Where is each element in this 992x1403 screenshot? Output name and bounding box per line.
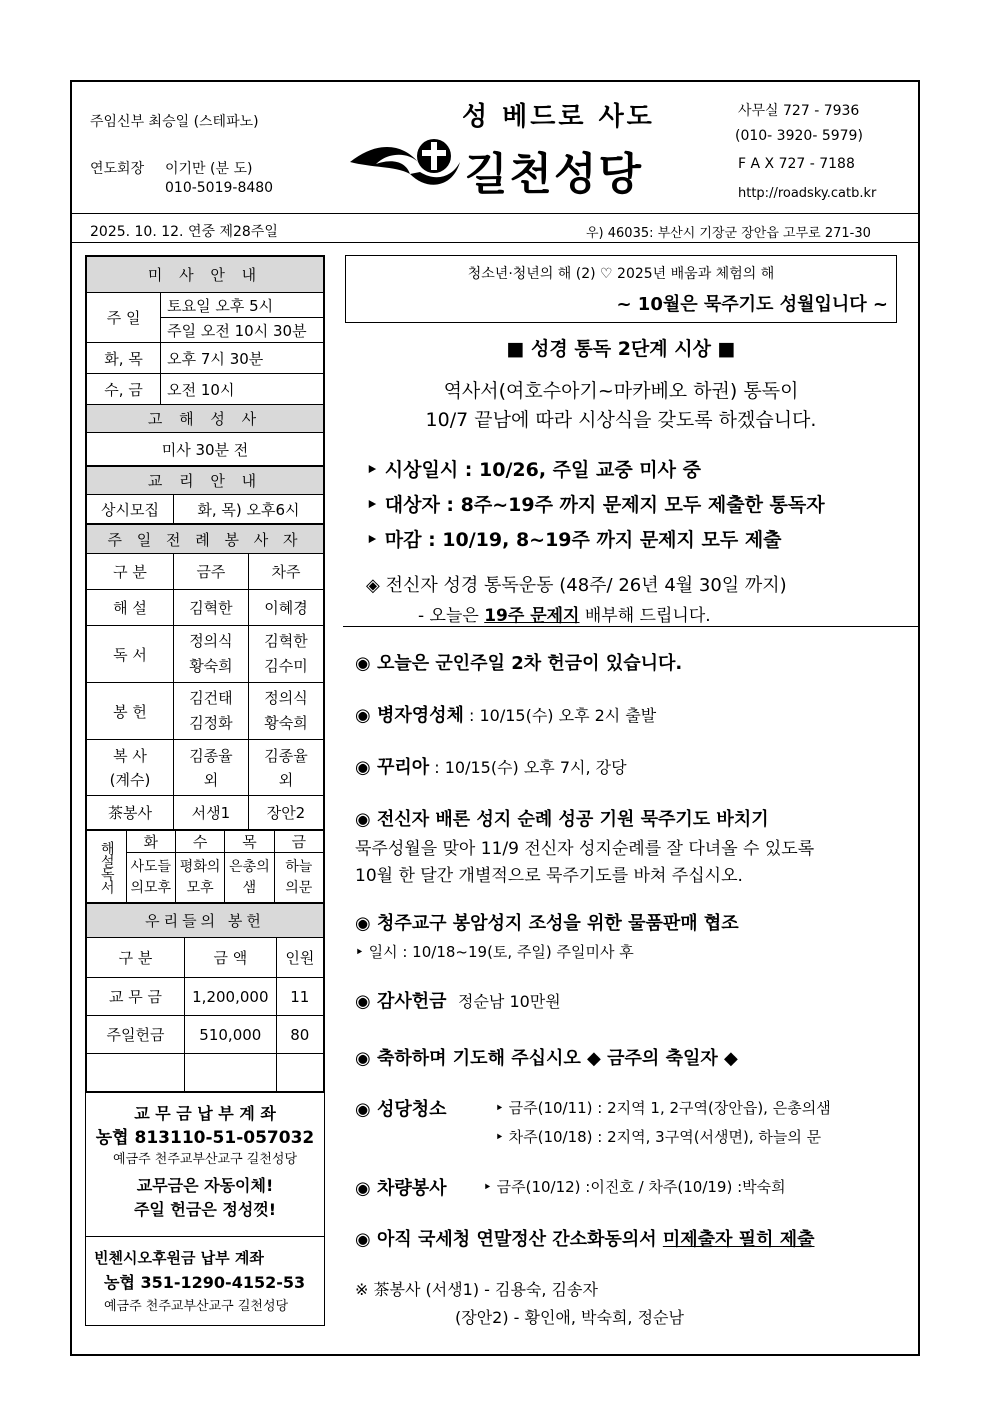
notice-tax: ◉ 아직 국세청 연말정산 간소화동의서 미제출자 필히 제출 <box>355 1229 815 1250</box>
notice-cleaning-title: ◉ 성당청소 <box>355 1099 447 1120</box>
accounts-holder: 예금주 천주교부산교구 길천성당 <box>112 1152 298 1167</box>
accounts-sincere: 주일 헌금은 정성껏! <box>133 1200 277 1219</box>
accounts-auto: 교무금은 자동이체! <box>136 1176 274 1195</box>
weekday-reader: 평화의 모후 <box>175 853 224 903</box>
bible-intro2: 10/7 끝남에 따라 시상식을 갖도록 하겠습니다. <box>425 409 817 431</box>
mobile-phone: (010- 3920- 5979) <box>735 128 863 144</box>
bible-item2: ‣ 대상자 : 8주~19주 까지 문제지 모두 제출한 통독자 <box>366 494 825 516</box>
confession-text: 미사 30분 전 <box>87 433 324 466</box>
catechism-title: 교 리 안 내 <box>87 467 324 495</box>
notice-tea-line2: (장안2) - 황인애, 박숙희, 정순남 <box>455 1308 684 1327</box>
notice-vehicle-title: ◉ 차량봉사 <box>355 1178 447 1199</box>
left-info-table <box>85 255 325 1326</box>
accounts-title: 교 무 금 납 부 계 좌 <box>134 1104 276 1123</box>
weekday-day: 수 <box>175 831 224 853</box>
servers-row-next: 이혜경 <box>248 590 323 626</box>
offering-row-people: 80 <box>276 1016 323 1054</box>
notice-pilgrimage-text1: 묵주성월을 맞아 11/9 전신자 성지순례를 잘 다녀올 수 있도록 <box>355 839 815 859</box>
pastor: 주임신부 최승일 (스테파노) <box>90 114 259 130</box>
servers-col-this: 금주 <box>173 554 248 590</box>
vincent-title: 빈첸시오후원금 납부 계좌 <box>94 1249 264 1267</box>
notice-pilgrimage-title: ◉ 전신자 배론 성지 순례 성공 기원 묵주기도 바치기 <box>355 809 769 830</box>
office-phone: 사무실 727 - 7936 <box>738 103 860 119</box>
council-head-name: 이기만 (분 도) <box>165 161 253 177</box>
notice-sale-title: ◉ 청주교구 봉암성지 조성을 위한 물품판매 협조 <box>355 913 739 934</box>
church-logo-icon <box>348 132 463 194</box>
notice-vehicle-text: ‣ 금주(10/12) :이진호 / 차주(10/19) :박숙희 <box>483 1178 786 1196</box>
weekday-day: 화 <box>126 831 175 853</box>
vincent-box <box>86 1236 324 1325</box>
mass-sunday-time1: 토요일 오후 5시 <box>161 293 324 318</box>
church-patron: 성 베드로 사도 <box>462 102 655 132</box>
servers-row-this: 정의식 황숙희 <box>173 626 248 683</box>
bible-item3: ‣ 마감 : 10/19, 8~19주 까지 문제지 모두 제출 <box>366 529 782 551</box>
bible-intro1: 역사서(여호수아기~마카베오 하권) 통독이 <box>443 380 799 402</box>
mass-title: 미 사 안 내 <box>87 257 324 293</box>
weekday-day: 목 <box>225 831 274 853</box>
offering-title: 우리들의 봉헌 <box>87 904 324 938</box>
bible-title: ■ 성경 통독 2단계 시상 ■ <box>506 338 736 360</box>
mass-sunday-label: 주 일 <box>87 293 161 343</box>
mass-tuethu-time: 오후 7시 30분 <box>161 343 324 374</box>
notice-pilgrimage-text2: 10월 한 달간 개별적으로 묵주기도를 바쳐 주십시오. <box>355 866 743 886</box>
website-link[interactable]: http://roadsky.catb.kr <box>738 186 877 201</box>
servers-row-label: 복 사 (계수) <box>87 740 174 796</box>
vincent-holder: 예금주 천주교부산교구 길천성당 <box>104 1299 289 1314</box>
offering-col-people: 인원 <box>276 938 323 978</box>
servers-col-next: 차주 <box>248 554 323 590</box>
weekday-reader: 사도들 의모후 <box>126 853 175 903</box>
servers-row-label: 해 설 <box>87 590 174 626</box>
offering-row-label: 주일헌금 <box>87 1016 185 1054</box>
servers-row-next: 김종율 외 <box>248 740 323 796</box>
bible-today: - 오늘은 19주 문제지 배부해 드립니다. <box>418 606 711 626</box>
notice-feast: ◉ 축하하며 기도해 주십시오 ◆ 금주의 축일자 ◆ <box>355 1048 738 1069</box>
notice-thanks: ◉ 감사헌금 정순남 10만원 <box>355 991 561 1012</box>
weekday-reader: 하늘 의문 <box>274 853 323 903</box>
weekday-day: 금 <box>274 831 323 853</box>
catechism-label: 상시모집 <box>87 495 174 524</box>
servers-row-next: 김혁한 김수미 <box>248 626 323 683</box>
offering-col-type: 구 분 <box>87 938 185 978</box>
offering-row-people: 11 <box>276 978 323 1016</box>
notice-military: ◉ 오늘은 군인주일 2차 헌금이 있습니다. <box>355 653 683 674</box>
fax: F A X 727 - 7188 <box>738 156 855 172</box>
offering-col-amount: 금 액 <box>185 938 277 978</box>
servers-row-label: 봉 헌 <box>87 683 174 740</box>
weekday-reader-label: 해설독서 <box>87 831 127 903</box>
notice-cleaning-text2: ‣ 차주(10/18) : 2지역, 3구역(서생면), 하늘의 문 <box>495 1128 822 1146</box>
servers-row-next: 장안2 <box>248 796 323 830</box>
servers-row-this: 김종율 외 <box>173 740 248 796</box>
mass-sunday-time2: 주일 오전 10시 30분 <box>161 318 324 343</box>
servers-row-this: 김혁한 <box>173 590 248 626</box>
accounts-bank: 농협 813110-51-057032 <box>95 1128 315 1148</box>
bible-item1: ‣ 시상일시 : 10/26, 주일 교중 미사 중 <box>366 459 701 481</box>
council-head-phone: 010-5019-8480 <box>165 180 274 196</box>
notice-line1: 청소년·청년의 해 (2) ♡ 2025년 배움과 체험의 해 <box>467 266 775 282</box>
offering-row-amount: 1,200,000 <box>185 978 277 1016</box>
offering-row-label: 교 무 금 <box>87 978 185 1016</box>
servers-title: 주 일 전 례 봉 사 자 <box>87 525 324 554</box>
servers-row-label: 독 서 <box>87 626 174 683</box>
accounts-box <box>86 1092 324 1236</box>
servers-col-type: 구 분 <box>87 554 174 590</box>
notice-box <box>345 255 897 323</box>
notice-cleaning-text1: ‣ 금주(10/11) : 2지역 1, 2구역(장안읍), 은총의샘 <box>495 1099 831 1117</box>
confession-title: 고 해 성 사 <box>87 405 324 433</box>
mass-wedfri-label: 수, 금 <box>87 374 161 405</box>
servers-row-next: 정의식 황숙희 <box>248 683 323 740</box>
notice-curia: ◉ 꾸리아 : 10/15(수) 오후 7시, 강당 <box>355 757 627 778</box>
bible-campaign: ◈ 전신자 성경 통독운동 (48주/ 26년 4월 30일 까지) <box>366 575 787 596</box>
notice-tea-line1: ※ 茶봉사 (서생1) - 김용숙, 김송자 <box>355 1280 598 1299</box>
church-name: 길천성당 <box>465 149 644 200</box>
notice-line2: ~ 10월은 묵주기도 성월입니다 ~ <box>616 294 888 315</box>
address: 우) 46035: 부산시 기장군 장안읍 고무로 271-30 <box>586 226 871 241</box>
offering-row-amount: 510,000 <box>185 1016 277 1054</box>
mass-tuethu-label: 화, 목 <box>87 343 161 374</box>
notice-sale-text: ‣ 일시 : 10/18~19(토, 주일) 주일미사 후 <box>355 943 634 961</box>
council-head-label: 연도회장 <box>90 161 145 177</box>
mass-wedfri-time: 오전 10시 <box>161 374 324 405</box>
notice-sick-communion: ◉ 병자영성체 : 10/15(수) 오후 2시 출발 <box>355 705 657 726</box>
vincent-bank: 농협 351-1290-4152-53 <box>104 1273 306 1292</box>
date-line: 2025. 10. 12. 연중 제28주일 <box>90 224 278 240</box>
servers-row-label: 茶봉사 <box>87 796 174 830</box>
servers-row-this: 서생1 <box>173 796 248 830</box>
servers-row-this: 김건태 김정화 <box>173 683 248 740</box>
catechism-text: 화, 목) 오후6시 <box>173 495 323 524</box>
weekday-reader: 은총의 샘 <box>225 853 274 903</box>
